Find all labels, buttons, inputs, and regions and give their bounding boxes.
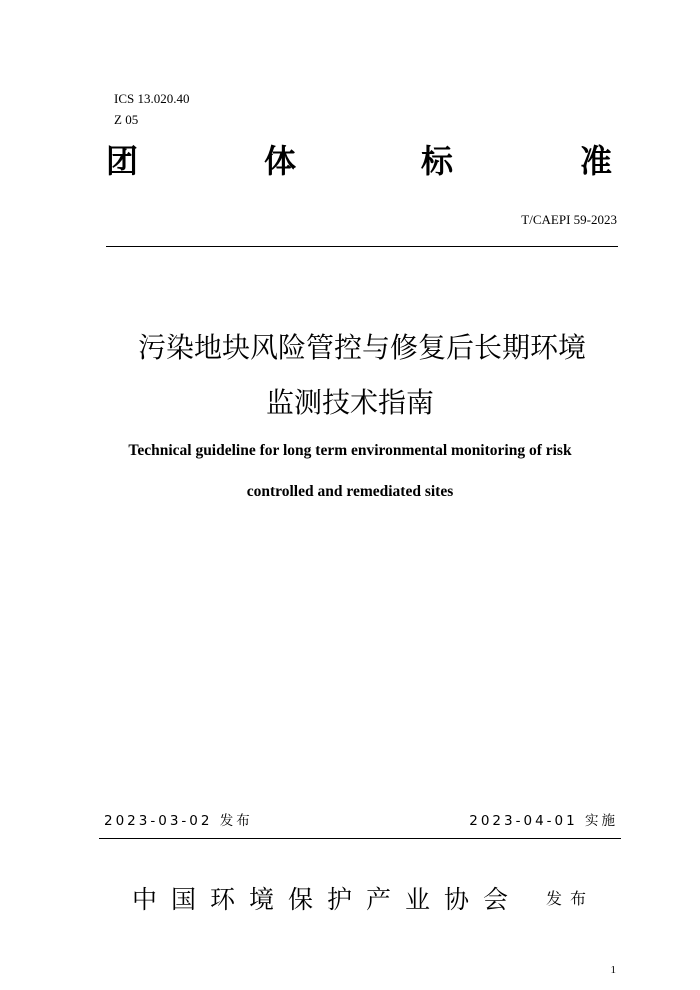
- footer-divider: [99, 838, 621, 839]
- ics-code: ICS 13.020.40: [114, 91, 190, 106]
- issuing-label: 发布: [546, 891, 595, 908]
- banner-char-biao: 标: [421, 142, 454, 180]
- implement-date: 2023-04-01 实施: [469, 813, 618, 829]
- title-zh-line2: 监测技术指南: [265, 386, 434, 419]
- banner-char-tuan: 团: [106, 142, 139, 180]
- header-divider: [106, 246, 618, 247]
- title-en-line2: controlled and remediated sites: [246, 483, 454, 500]
- classification-code: Z 05: [114, 112, 139, 127]
- issuing-organization: 中国环境保护产业协会: [132, 887, 523, 914]
- banner-char-zhun: 准: [580, 142, 613, 180]
- title-en-line1: Technical guideline for long term environmental monitoring of risk: [128, 442, 572, 459]
- banner-char-ti: 体: [264, 142, 297, 180]
- page-number: 1: [610, 964, 616, 976]
- standard-number: T/CAEPI 59-2023: [521, 212, 617, 227]
- title-zh-line1: 污染地块风险管控与修复后长期环境: [137, 331, 586, 364]
- publish-date: 2023-03-02 发布: [104, 813, 253, 829]
